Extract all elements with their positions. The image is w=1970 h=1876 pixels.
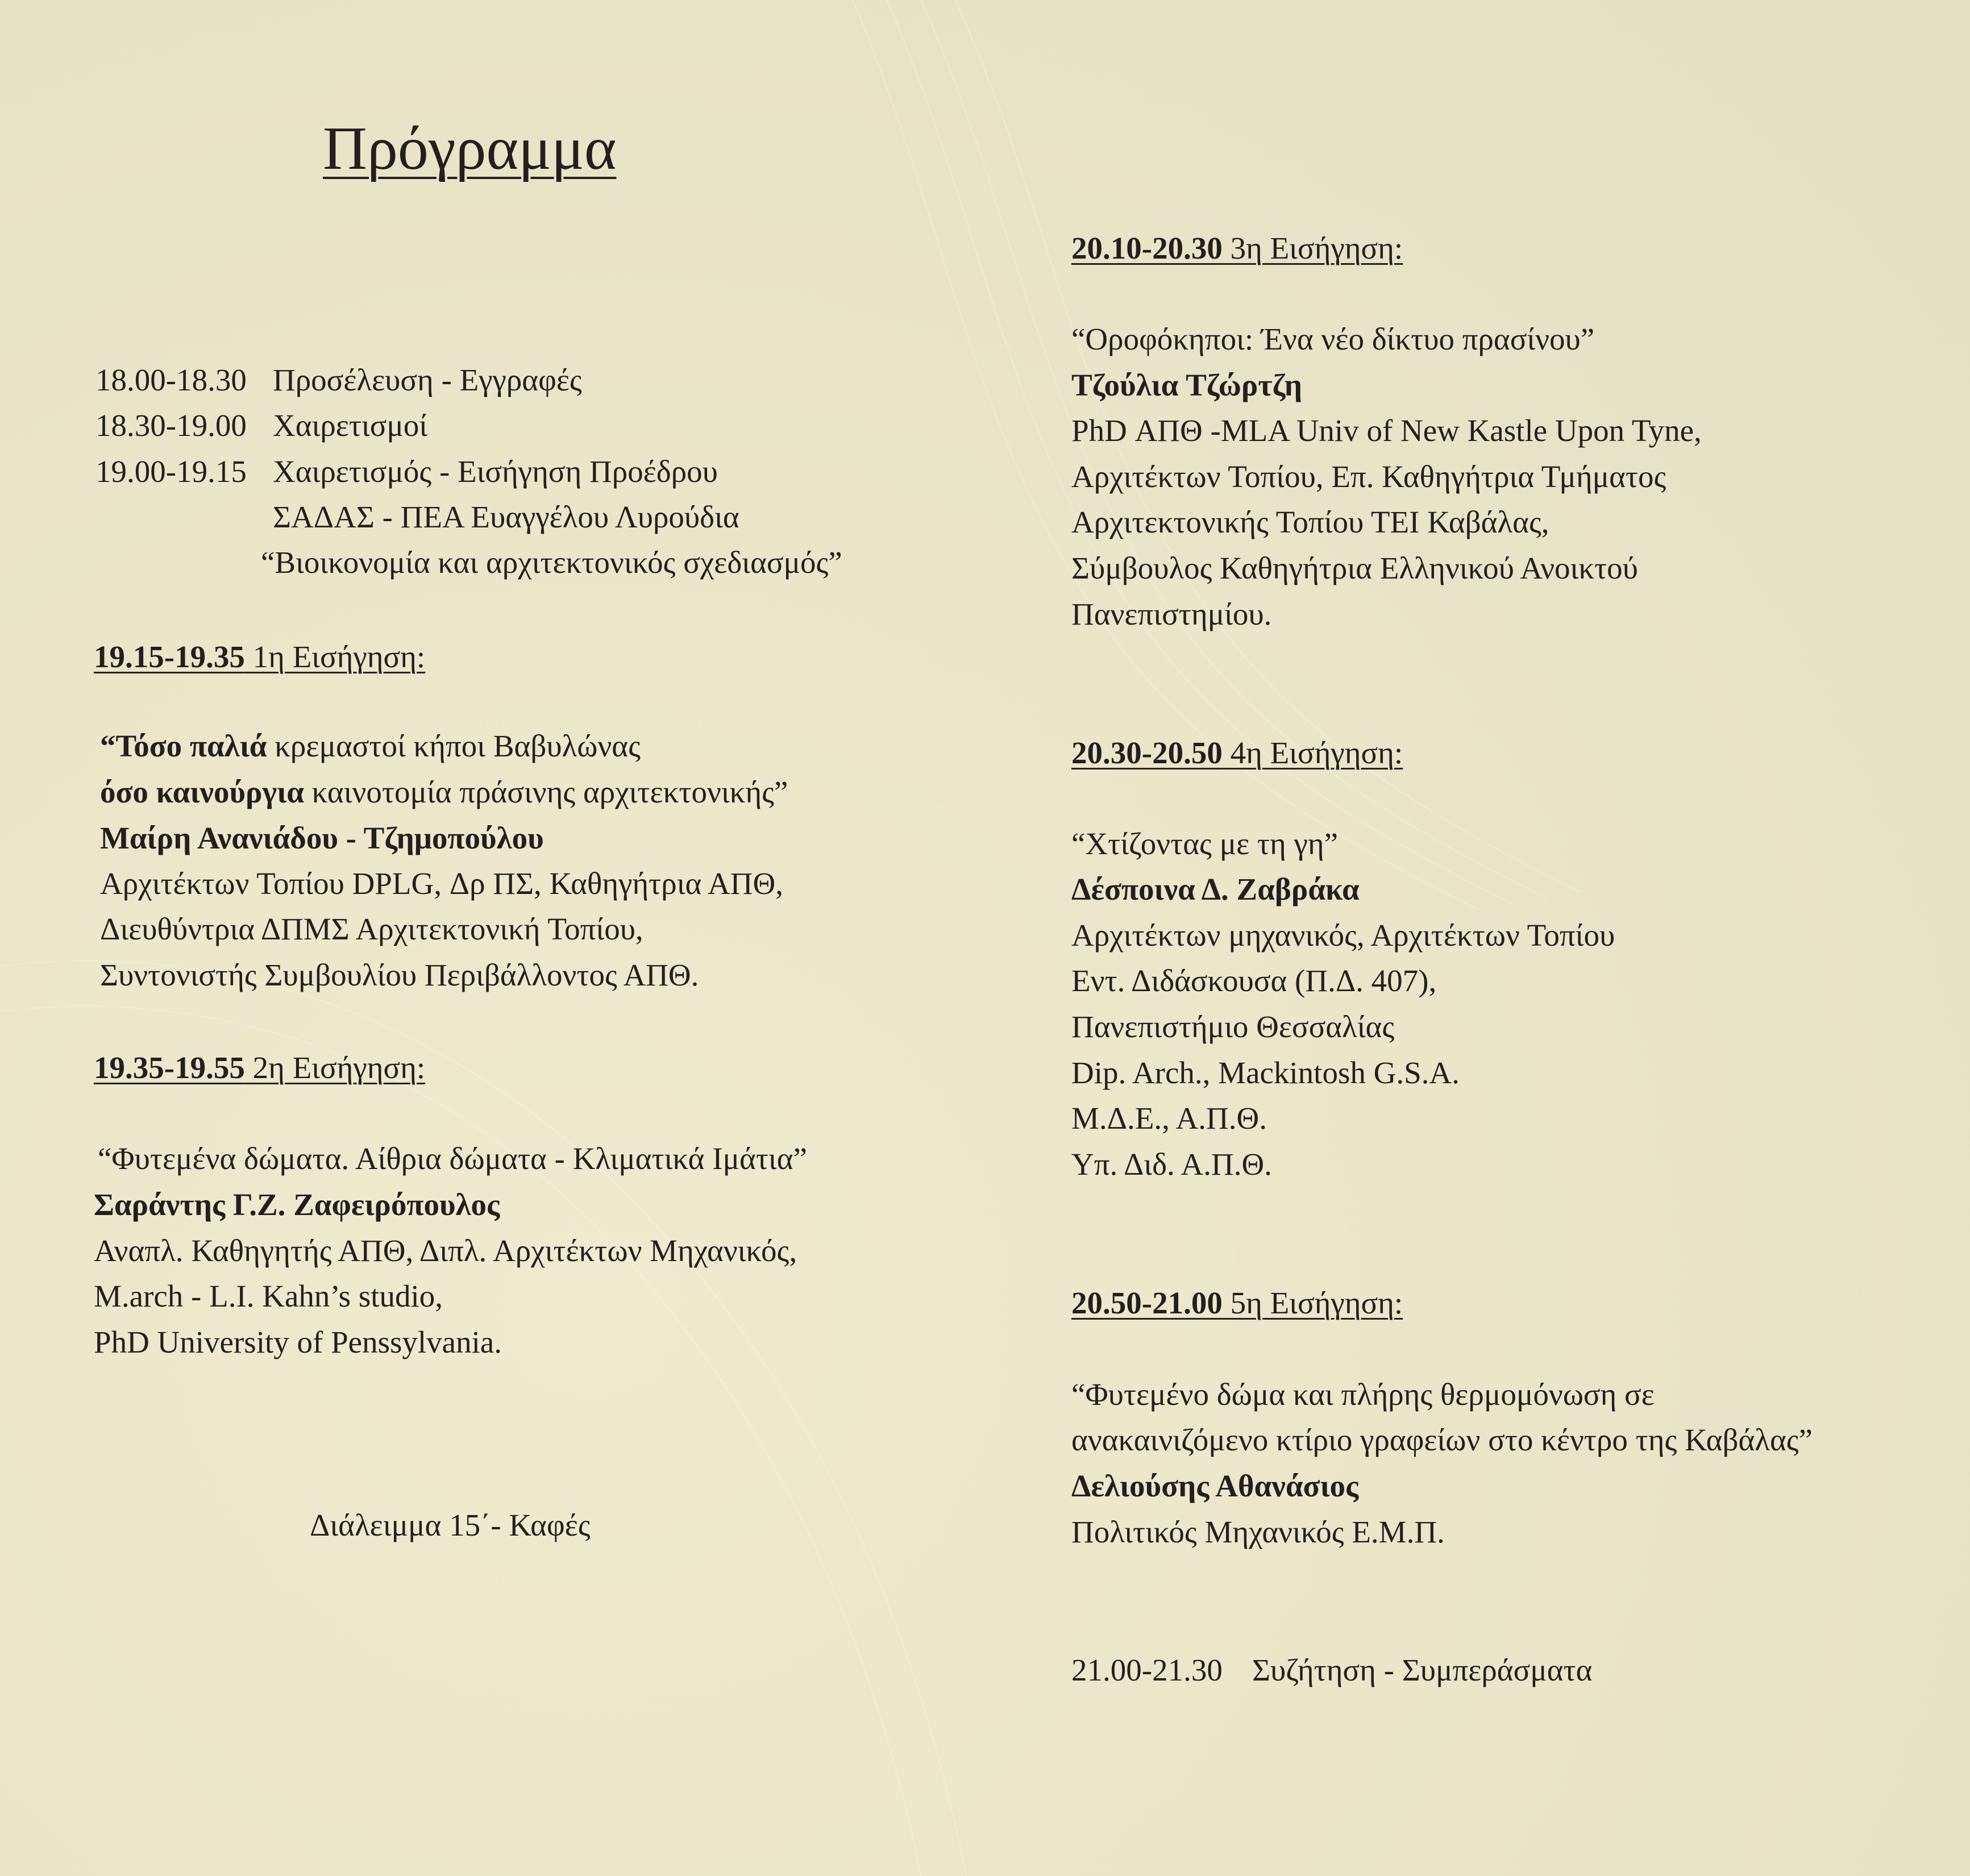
- schedule-label: Προσέλευση - Εγγραφές: [273, 363, 582, 397]
- talk3-detail: Αρχιτεκτονικής Τοπίου ΤΕΙ Καβάλας,: [1071, 505, 1549, 539]
- talk-label: 4η Εισήγηση:: [1222, 735, 1403, 770]
- talk1-speaker: Μαίρη Ανανιάδου - Τζημοπούλου: [100, 821, 544, 855]
- talk5-speaker: Δελιούσης Αθανάσιος: [1071, 1469, 1359, 1503]
- talk1-heading: [94, 641, 425, 672]
- break-notice: Διάλειμμα 15΄- Καφές: [310, 1508, 591, 1542]
- talk1-title-line1: “Τόσο παλιά κρεμαστοί κήποι Βαβυλώνας: [100, 729, 641, 763]
- talk2-heading: [94, 1052, 425, 1083]
- talk-time: 20.10-20.30: [1071, 231, 1223, 265]
- talk4-detail: Πανεπιστήμιο Θεσσαλίας: [1071, 1009, 1395, 1044]
- talk3-detail: Αρχιτέκτων Τοπίου, Επ. Καθηγήτρια Τμήματος: [1071, 459, 1666, 494]
- schedule-label: Χαιρετισμοί: [273, 408, 428, 443]
- talk2-detail: Αναπλ. Καθηγητής ΑΠΘ, Διπλ. Αρχιτέκτων Μηχανικός,: [94, 1233, 797, 1268]
- talk3-detail: Σύμβουλος Καθηγήτρια Ελληνικού Ανοικτού: [1071, 551, 1638, 585]
- talk-time: 19.35-19.55: [94, 1050, 245, 1085]
- talk5-title-line: ανακαινιζόμενο κτίριο γραφείων στο κέντρο της Καβάλας”: [1071, 1422, 1813, 1457]
- talk4-detail: Υπ. Διδ. Α.Π.Θ.: [1071, 1147, 1272, 1182]
- talk4-detail: Αρχιτέκτων μηχανικός, Αρχιτέκτων Τοπίου: [1071, 918, 1615, 952]
- talk1-detail: Διευθύντρια ΔΠΜΣ Αρχιτεκτονική Τοπίου,: [100, 912, 643, 946]
- talk-label: 5η Εισήγηση:: [1222, 1286, 1403, 1320]
- closing-row: [1071, 1654, 1592, 1686]
- schedule-row: [95, 364, 582, 396]
- talk5-detail: Πολιτικός Μηχανικός Ε.Μ.Π.: [1071, 1515, 1445, 1549]
- talk1-title-line2: όσο καινούργια καινοτομία πράσινης αρχιτεκτονικής”: [100, 775, 788, 809]
- talk4-detail: Μ.Δ.Ε., Α.Π.Θ.: [1071, 1101, 1267, 1135]
- schedule-time: 19.00-19.15: [95, 454, 247, 489]
- talk5-heading: [1071, 1287, 1403, 1318]
- talk1-detail: Συντονιστής Συμβουλίου Περιβάλλοντος ΑΠΘ.: [100, 958, 699, 992]
- talk4-detail: Dip. Arch., Mackintosh G.S.A.: [1071, 1055, 1460, 1090]
- closing-label: Συζήτηση - Συμπεράσματα: [1252, 1653, 1593, 1687]
- talk-time: 19.15-19.35: [94, 639, 245, 674]
- talk4-heading: [1071, 737, 1403, 768]
- talk-time: 20.50-21.00: [1071, 1286, 1223, 1320]
- closing-time: 21.00-21.30: [1071, 1653, 1223, 1687]
- talk5-title-line: “Φυτεμένο δώμα και πλήρης θερμομόνωση σε: [1071, 1377, 1655, 1412]
- talk3-title: “Οροφόκηποι: Ένα νέο δίκτυο πρασίνου”: [1071, 322, 1595, 356]
- schedule-time: 18.00-18.30: [95, 363, 247, 397]
- talk3-detail: Πανεπιστημίου.: [1071, 597, 1272, 631]
- talk4-speaker: Δέσποινα Δ. Ζαβράκα: [1071, 872, 1360, 906]
- talk2-detail: PhD University of Penssylvania.: [94, 1325, 502, 1359]
- talk3-heading: [1071, 232, 1403, 264]
- talk2-speaker: Σαράντης Γ.Ζ. Ζαφειρόπουλος: [94, 1187, 500, 1222]
- page-title: Πρόγραμμα: [323, 115, 617, 182]
- president-talk-title: “Βιοικονομία και αρχιτεκτονικός σχεδιασμός”: [261, 545, 842, 580]
- schedule-row: [95, 456, 718, 487]
- talk-time: 20.30-20.50: [1071, 735, 1223, 770]
- schedule-label: Χαιρετισμός - Εισήγηση Προέδρου: [273, 454, 718, 489]
- schedule-time: 18.30-19.00: [95, 408, 247, 443]
- president-affiliation: ΣΑΔΑΣ - ΠΕΑ Ευαγγέλου Λυρούδια: [273, 500, 739, 534]
- talk-label: 1η Εισήγηση:: [244, 639, 426, 674]
- talk1-detail: Αρχιτέκτων Τοπίου DPLG, Δρ ΠΣ, Καθηγήτρια ΑΠΘ,: [100, 866, 783, 901]
- talk3-speaker: Τζούλια Τζώρτζη: [1071, 368, 1302, 402]
- talk4-detail: Εντ. Διδάσκουσα (Π.Δ. 407),: [1071, 963, 1437, 998]
- talk2-title: “Φυτεμένα δώματα. Αίθρια δώματα - Κλιματικά Ιμάτια”: [98, 1141, 807, 1176]
- talk3-detail: PhD ΑΠΘ -MLA Univ of New Kastle Upon Tyne,: [1071, 413, 1702, 448]
- talk4-title: “Χτίζοντας με τη γη”: [1071, 826, 1339, 861]
- talk-label: 3η Εισήγηση:: [1222, 231, 1403, 265]
- talk-label: 2η Εισήγηση:: [244, 1050, 426, 1085]
- schedule-row: [95, 410, 427, 441]
- talk2-detail: M.arch - L.I. Kahn’s studio,: [94, 1279, 443, 1313]
